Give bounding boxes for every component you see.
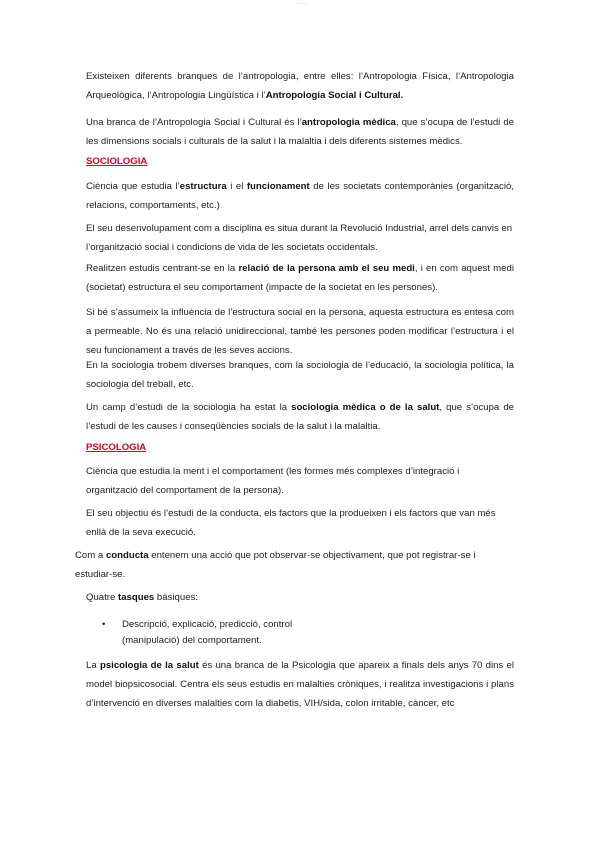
bold-term: conducta <box>105 550 149 561</box>
sociologia-paragraph-6 <box>86 398 514 436</box>
intro-paragraph-medical-anthropology <box>86 113 514 151</box>
psicologia-paragraph-2: El seu objectiu és l’estudi de la conducta, els factors que la produeixen i els factors que van més enllà de la seva execució. <box>86 508 496 538</box>
text: , que s’ocupa de l’estudi de les causes i conseqüències socials de la salut i la malaltia. <box>86 402 514 432</box>
text: , i en com aquest medi (societat) estructura el seu comportament (impacte de la societat en les persones). <box>86 263 514 293</box>
text: entenem una acció que pot observar-se objectivament, que pot registrar-se i estudiar-se. <box>75 550 476 580</box>
text: és una branca de la Psicologia que apareix a finals dels anys 70 dins el model biopsicosocial. Centra els seus estudis en malalties cròniques, i realitza investigacions i plans d’intervenció en diverses malalties com la diabetis, VIH/sida, colon irritable, càncer, etc <box>86 660 514 709</box>
bold-term: antropologia mèdica <box>301 117 396 128</box>
sociologia-paragraph-4: Si bé s’assumeix la influència de l’estructura social en la persona, aquesta estructura es entesa com a permeable. No és una relació unidireccional, també les persones poden modificar l’estructura i el seu funcionament a través de les seves accions. <box>86 307 514 356</box>
bold-term: estructura <box>179 181 227 192</box>
psicologia-paragraph-conducta <box>75 546 505 584</box>
text: Existeixen diferents branques de l’antropologia, entre elles: l’Antropologia Física, l’Antropologia Arqueològica, l’Antropologia Lingüística i l’ <box>86 71 514 101</box>
bold-term: psicologia de la salut <box>99 660 199 671</box>
text: de les societats contemporànies (organització, relacions, comportaments, etc.) <box>86 181 514 211</box>
text: Ciència que estudia l’ <box>86 181 180 192</box>
list-item <box>102 617 322 649</box>
text: Un camp d’estudi de la sociologia ha estat la <box>86 402 292 413</box>
bullet-icon: • <box>102 619 106 630</box>
text: bàsiques: <box>154 592 198 603</box>
list-item-text: Descripció, explicació, predicció, control (manipulació) del comportament. <box>122 619 293 646</box>
bold-term: funcionament <box>246 181 310 192</box>
sociologia-paragraph-1 <box>86 177 514 215</box>
sociologia-paragraph-5: En la sociologia trobem diverses branques, com la sociologia de l’educació, la sociologia política, la sociologia del treball, etc. <box>86 360 514 390</box>
text: Una branca de l’Antropologia Social i Cultural és l’ <box>86 117 302 128</box>
psicologia-paragraph-1: Ciència que estudia la ment i el comportament (les formes més complexes d’integració i organització del comportament de la persona). <box>86 466 460 496</box>
section-heading-sociologia: SOCIOLOGIA <box>86 156 148 167</box>
text: La <box>86 660 100 671</box>
text: Com a <box>75 550 106 561</box>
text: , que s’ocupa de l’estudi de les dimensions socials i culturals de la salut i la malaltia i dels diferents sistemes mèdics. <box>86 117 514 147</box>
bold-term: tasques <box>118 592 155 603</box>
text: Quatre <box>86 592 118 603</box>
bold-term: relació de la persona amb el seu medi <box>238 263 415 274</box>
intro-paragraph-branches <box>86 67 514 105</box>
sociologia-paragraph-2: El seu desenvolupament com a disciplina es situa durant la Revolució Industrial, arrel dels canvis en l’organització social i condicions de vida de les societats occidentals. <box>86 223 513 253</box>
text: i el <box>226 181 247 192</box>
sociologia-paragraph-3 <box>86 259 514 297</box>
bold-term: sociologia mèdica o de la salut <box>291 402 440 413</box>
text: Realitzen estudis centrant-se en la <box>86 263 239 274</box>
psicologia-paragraph-tasques <box>86 588 514 607</box>
section-heading-psicologia: PSICOLOGIA <box>86 442 147 453</box>
bold-term: Antropologia Social i Cultural. <box>265 90 404 101</box>
tasques-list <box>102 617 322 649</box>
psicologia-paragraph-salut <box>86 656 514 713</box>
page-marker: .... <box>297 0 308 6</box>
